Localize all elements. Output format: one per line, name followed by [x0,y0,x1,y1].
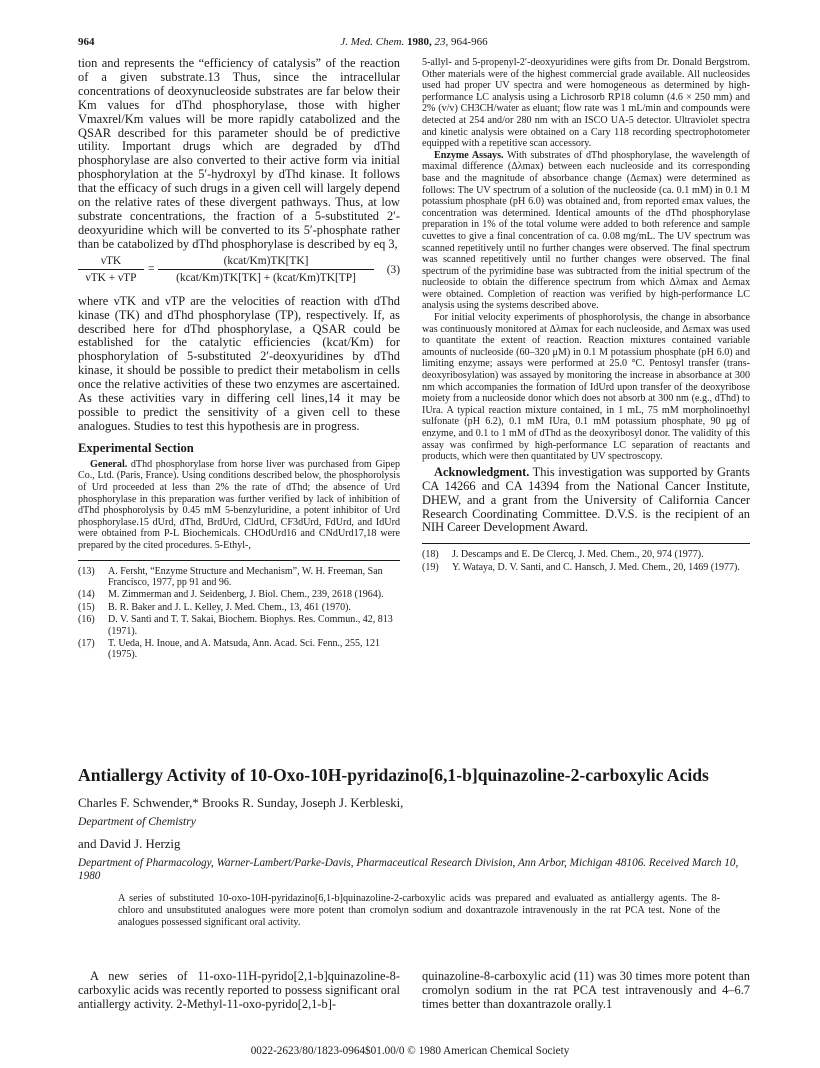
equation-lhs [78,255,144,284]
run-in-heading: Acknowledgment. [434,464,530,479]
paragraph [78,459,400,552]
author-list: and David J. Herzig [78,837,181,851]
run-in-heading: Enzyme Assays. [434,149,504,161]
equation-rhs [158,255,374,284]
equation-number: (3) [386,263,400,276]
right-column [422,57,750,574]
body-right-column [422,970,750,1012]
paragraph: quinazoline-8-carboxylic acid (11) was 30 times more potent than cromolyn sodium in the rat PCA test intravenously and 4–6.7 times better than doxantrazole orally.1 [422,969,750,1011]
reference-number: (16) [78,614,95,626]
reference [78,589,400,600]
reference-text: Y. Wataya, D. V. Santi, and C. Hansch, J. Med. Chem., 20, 1469 (1977). [452,561,740,573]
journal-volume: 23, [434,36,449,48]
journal-pages: 964-966 [450,36,488,48]
body-left-column [78,970,400,1012]
equation-rhs-numerator: (kcat/Km)TK[TK] [158,255,374,270]
run-in-heading: General. [90,458,128,470]
footnote-rule [422,543,750,544]
reference-text: B. R. Baker and J. L. Kelley, J. Med. Chem., 13, 461 (1970). [108,601,351,613]
reference [78,638,400,661]
paragraph [422,466,750,536]
reference-text: T. Ueda, H. Inoue, and A. Matsuda, Ann. Acad. Sci. Fenn., 255, 121 (1975). [108,637,380,661]
article-title: Antiallergy Activity of 10-Oxo-10H-pyridazino[6,1-b]quinazoline-2-carboxylic Acids [78,765,709,785]
paragraph-text: This investigation was supported by Grants CA 14266 and CA 14394 from the National Cancer Institute, DHEW, and a grant from the University of California Cancer Research Coordinating Committee. D.V.S. is the recipient of an NIH Career Development Award. [422,464,750,535]
abstract: A series of substituted 10-oxo-10H-pyridazino[6,1-b]quinazoline-2-carboxylic acids was prepared and evaluated as antiallergy agents. The 8-chloro and unsubstituted analogues were more potent than cromolyn sodium and doxantrazole intravenously in the rat PCA test. None of the analogues possessed significant oral activity. [118,893,720,928]
affiliation: Department of Chemistry [78,815,196,828]
paragraph: For initial velocity experiments of phosphorolysis, the change in absorbance was continuously monitored at Δλmax for each nucleoside, and Δεmax was used to quantitate the extent of reaction. Reaction mixtures contained variable amounts of nucleoside (60–320 μM) in 0.1 M potassium phosphate (pH 6.0) and limiting enzyme; assays were performed at 25.0 °C. Pentosyl transfer (trans-deoxyribosylation) was assayed by monitoring the increase in absorbance at 300 nm which accompanies the formation of IdUrd upon transfer of the deoxyribose moiety from a nucleoside donor which does not absorb at 300 nm (e.g., dThd) to IUra. A typical reaction mixture contained, in 1 mL, 75 mM morpholinoethyl sulfonate (pH 6.2), 0.1 mM IUra, 0.1 mM potassium phosphate, 90 μg of enzyme, and 0.1 to 1 mM of dThd as the deoxyribosyl donor. The validity of this assay was confirmed by high-performance LC separation of reactants and products, which were then quantitated by UV spectroscopy. [422,312,750,463]
paragraph-text: With substrates of dThd phosphorylase, the wavelength of maximal difference (Δλmax) between each nucleoside and its corresponding base and the magnitude of absorbance change (Δεmax) were determined as follows: The UV spectrum of a solution of the nucleoside (ca. 0.1 mM) in 0.1 M potassium phosphate (pH 6.0) was obtained and, from reported εmax values, the concentration was determined. Identical amounts of the dThd phosphorylase preparation in 1% of the total volume were added to both reference and sample cuvettes to give a final concentration of ca. 0.08 mg/mL. The UV spectrum was scanned repetitively until no further changes were observed. The final spectrum was scanned repetitively until no further changes were observed. The final spectrum of the pyrimidine base was subtracted from the initial spectrum of the nucleoside to obtain the difference spectrum from which Δλmax and Δεmax were obtained. Completion of reaction was verified by high-performance LC analysis using the systems described above. [422,149,751,312]
paragraph [422,150,750,312]
equation-rhs-denominator: (kcat/Km)TK[TK] + (kcat/Km)TK[TP] [176,271,356,284]
page-number: 964 [78,36,95,48]
journal-name: J. Med. Chem. [340,36,405,48]
reference-number: (18) [422,549,439,561]
reference-text: M. Zimmerman and J. Seidenberg, J. Biol. Chem., 239, 2618 (1964). [108,589,384,601]
paragraph: tion and represents the “efficiency of catalysis” of the reaction of a given substrate.13 Thus, since the intracellular concentrations of deoxynucleoside substrates are far below their Km values for dThd phosphorylase, those with higher Vmaxrel/Km values will be more rapidly catabolized and the QSAR described for this parameter should be of predictive utility. Important drugs which are degraded by dThd phosphorylase are also converted to their active form via initial phosphorylation at the 5′-hydroxyl by dThd kinase. It follows that the efficacy of such drugs in a given cell will largely depend on the relative rates of these divergent pathways. Thus, at low substrate concentrations, the fraction of a 5-substituted 2′-deoxyuridine which will be converted to its 5′-phosphate rather than be catabolized by dThd phosphorylase is described by eq 3, [78,56,400,251]
equation-3 [78,255,400,291]
paragraph: A new series of 11-oxo-11H-pyrido[2,1-b]quinazoline-8-carboxylic acids was recently reported to possess significant oral antiallergy activity. 2-Methyl-11-oxo-pyrido[2,1-b]- [78,969,400,1011]
reference [78,602,400,613]
paragraph-text: dThd phosphorylase from horse liver was purchased from Gipep Co., Ltd. (Paris, France). Using conditions described below, the phosphorolysis of Urd proceeded at less than 2% the rate of dThd; the absence of Urd phosphorylase in this preparation was further verified by lack of inhibition of dThd phosphorolysis by 0.45 mM 5-benzyluridine, a potent inhibitor of Urd phosphorylase.15 dUrd, dThd, BrdUrd, CldUrd, CF3dUrd, FdUrd, and IdUrd were obtained from P-L Biochemicals. CHOdUrd16 and CNdUrd17,18 were prepared by the cited procedures. 5-Ethyl-, [78,458,400,551]
reference-list [78,566,400,661]
reference-list [422,549,750,573]
reference-text: J. Descamps and E. De Clercq, J. Med. Chem., 20, 974 (1977). [452,549,704,561]
journal-year: 1980, [406,36,432,48]
journal-citation [78,36,750,48]
affiliation: Department of Pharmacology, Warner-Lambert/Parke-Davis, Pharmaceutical Research Division, Ann Arbor, Michigan 48106. Received March 10, 1980 [78,857,739,882]
equation-lhs-numerator: νTK [78,255,144,270]
equation-lhs-denominator: νTK + νTP [85,271,137,284]
section-heading: Experimental Section [78,440,194,455]
paragraph: 5-allyl- and 5-propenyl-2′-deoxyuridines were gifts from Dr. Donald Bergstrom. Other materials were of the highest commercial grade available. All nucleosides used had proper UV spectra and were homogeneous as determined by high-performance LC analysis using a Lichrosorb RP18 column (4.6 × 250 mm) and 2% (v/v) CH3CH/water as eluant; flow rate was 1 mL/min and compounds were detected at 254 and/or 280 nm with an ISCO UA-5 detector. Ultraviolet spectra and kinetic analysis were obtained on a Cary 118 recording spectrophotometer equipped with a repetitive scan accessory. [422,57,750,150]
reference-text: D. V. Santi and T. T. Sakai, Biochem. Biophys. Res. Commun., 42, 813 (1971). [108,614,393,637]
copyright-footer: 0022-2623/80/1823-0964$01.00/0 © 1980 American Chemical Society [250,1045,570,1057]
reference [78,614,400,637]
paragraph: where νTK and νTP are the velocities of reaction with dThd kinase (TK) and dThd phosphorylase (TP), respectively. If, as described here for dThd phosphorylase, a QSAR could be established for the catalytic efficiencies (kcat/Km) for phosphorylation of 5-substituted 2′-deoxyuridines by dThd kinase, it should be possible to predict their metabolism in cells once the relative activities of these two enzymes are ascertained. As these activities vary in differing cell lines,14 it may be possible to predict the sensitivity of a given cell to these analogues. Studies to test this hypothesis are in progress. [78,293,400,433]
footnote-rule [78,560,400,561]
reference-number: (19) [422,561,439,573]
running-header [78,36,750,50]
equals-sign: = [148,262,155,275]
reference [78,566,400,589]
reference-text: A. Fersht, “Enzyme Structure and Mechanism”, W. H. Freeman, San Francisco, 1977, pp 91 and 96. [108,565,383,588]
reference [422,562,750,573]
reference-number: (13) [78,565,95,577]
reference [422,549,750,560]
reference-number: (17) [78,637,95,649]
reference-number: (15) [78,601,95,613]
reference-number: (14) [78,589,95,601]
author-list: Charles F. Schwender,* Brooks R. Sunday, Joseph J. Kerbleski, [78,796,404,810]
left-column [78,57,400,662]
